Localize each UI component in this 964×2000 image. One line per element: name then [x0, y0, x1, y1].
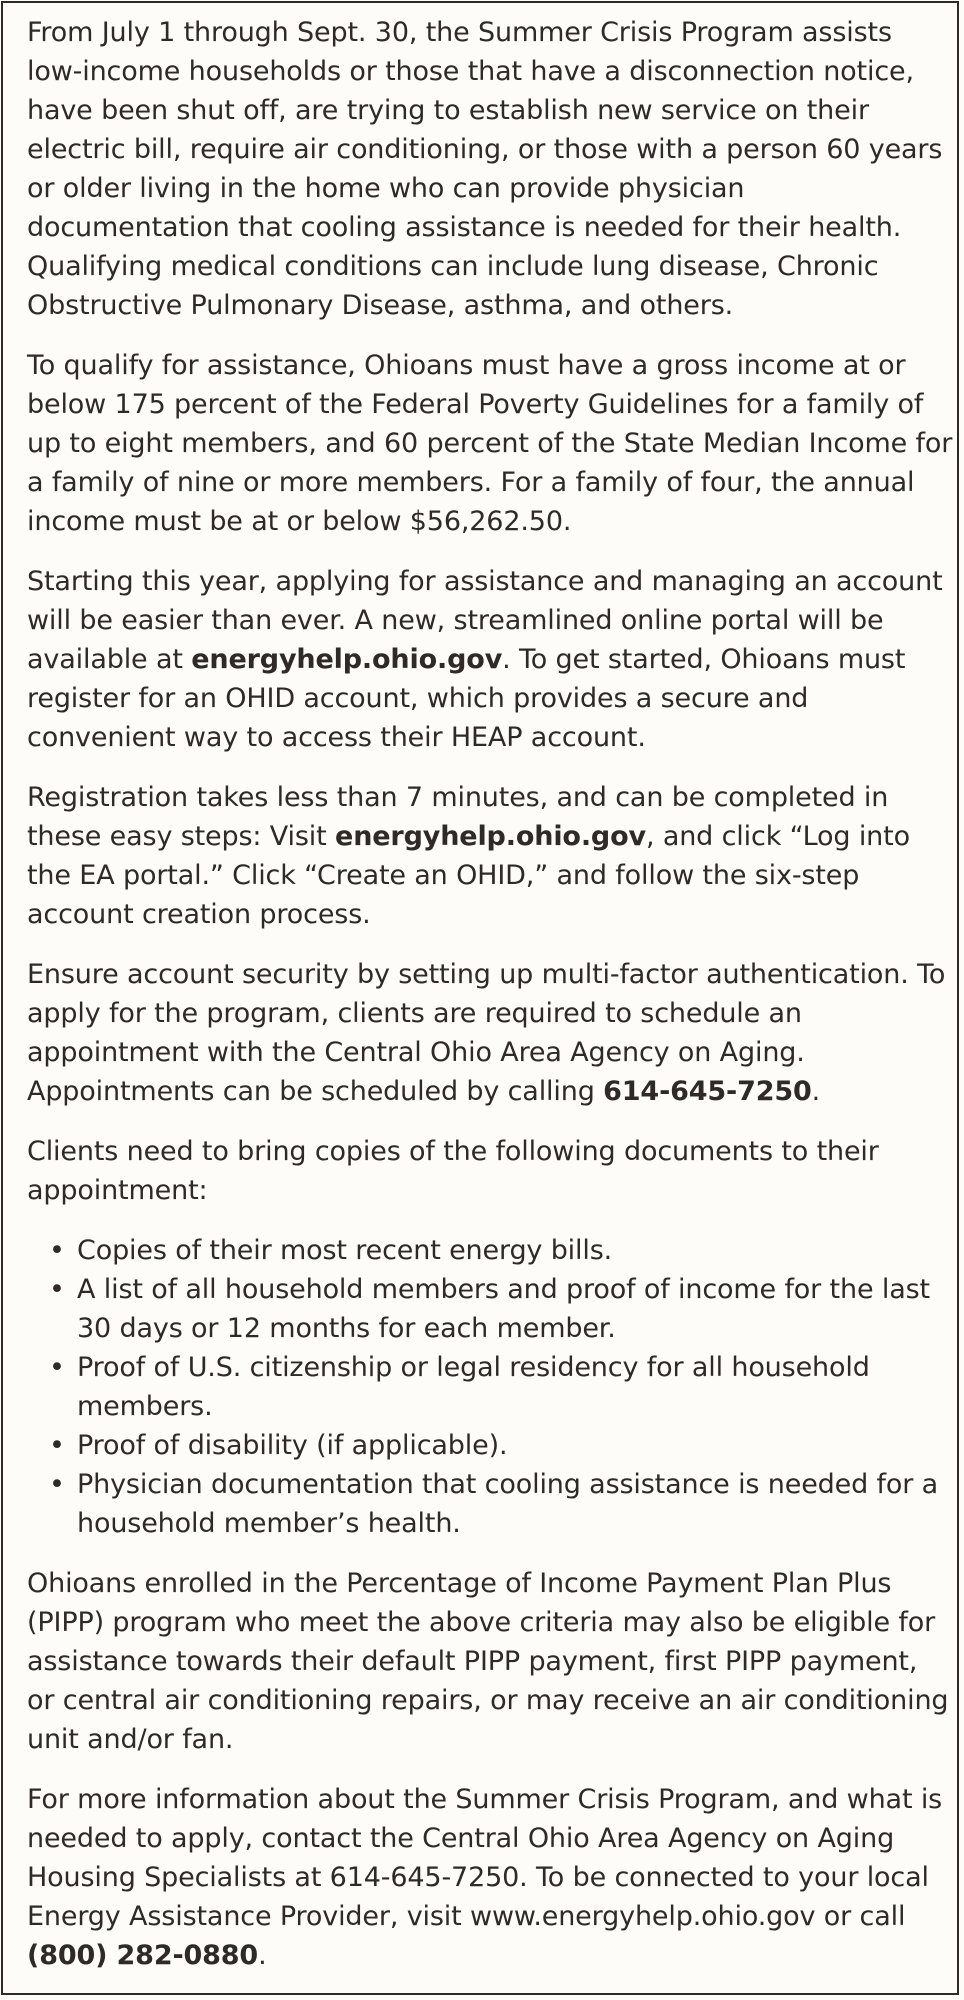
paragraph-online-portal: [27, 562, 953, 757]
paragraph-program-overview: From July 1 through Sept. 30, the Summer Crisis Program assists low-income households or those that have a disconnection notice, have been shut off, are trying to establish new service on their electric bill, require air conditioning, or those with a person 60 years or older living in the home who can provide physician documentation that cooling assistance is needed for their health. Qualifying medical conditions can include lung disease, Chronic Obstructive Pulmonary Disease, asthma, and others.: [27, 17, 943, 321]
bullet-icon: •: [49, 1469, 65, 1500]
bullet-icon: •: [49, 1430, 65, 1461]
appointment-phone-number[interactable]: 614-645-7250: [603, 1076, 812, 1107]
assistance-phone-number[interactable]: (800) 282-0880: [27, 1940, 259, 1971]
list-item-text: Copies of their most recent energy bills.: [77, 1235, 613, 1266]
paragraph-more-info: [27, 1780, 953, 1975]
registration-text-before: Registration takes less than 7 minutes, and can be completed in these easy steps: Visit: [27, 782, 889, 852]
bullet-icon: •: [49, 1352, 65, 1383]
paragraph-account-security: [27, 955, 953, 1111]
list-item: [27, 1465, 953, 1543]
bullet-icon: •: [49, 1235, 65, 1266]
paragraph-eligibility: To qualify for assistance, Ohioans must have a gross income at or below 175 percent of the Federal Poverty Guidelines for a family of up to eight members, and 60 percent of the State Median Income for a family of nine or more members. For a family of four, the annual income must be at or below $56,262.50.: [27, 350, 953, 537]
list-item-text: Proof of disability (if applicable).: [77, 1430, 508, 1461]
security-text-before: Ensure account security by setting up multi-factor authentication. To apply for the program, clients are required to schedule an appointment with the Central Ohio Area Agency on Aging. Appointments can be scheduled by calling: [27, 959, 946, 1107]
paragraph-documents-intro: Clients need to bring copies of the following documents to their appointment:: [27, 1136, 879, 1206]
article-body: [27, 13, 953, 1996]
more-info-text-after: .: [258, 1940, 267, 1971]
portal-website-link[interactable]: energyhelp.ohio.gov: [191, 644, 503, 675]
bullet-icon: •: [49, 1274, 65, 1305]
list-item: [27, 1426, 953, 1465]
paragraph-registration-steps: [27, 778, 953, 934]
list-item-text: Physician documentation that cooling assistance is needed for a household member’s health.: [77, 1469, 939, 1539]
more-info-text-before: For more information about the Summer Crisis Program, and what is needed to apply, contact the Central Ohio Area Agency on Aging Housing Specialists at 614-645-7250. To be connected to your local Energy Assistance Provider, visit www.energyhelp.ohio.gov or call: [27, 1784, 943, 1932]
documents-list: [27, 1231, 953, 1543]
registration-website-link[interactable]: energyhelp.ohio.gov: [335, 821, 646, 852]
portal-text-before: Starting this year, applying for assistance and managing an account will be easier than ever. A new, streamlined online portal will be available at: [27, 566, 943, 675]
portal-text-after: . To get started, Ohioans must register for an OHID account, which provides a secure and convenient way to access their HEAP account.: [27, 644, 906, 753]
list-item-text: A list of all household members and proof of income for the last 30 days or 12 months for each member.: [77, 1274, 930, 1344]
list-item: [27, 1270, 953, 1348]
registration-text-after: , and click “Log into the EA portal.” Click “Create an OHID,” and follow the six-step account creation process.: [27, 821, 910, 930]
list-item: [27, 1231, 953, 1270]
list-item-text: Proof of U.S. citizenship or legal residency for all household members.: [77, 1352, 870, 1422]
paragraph-pipp: Ohioans enrolled in the Percentage of Income Payment Plan Plus (PIPP) program who meet the above criteria may also be eligible for assistance towards their default PIPP payment, first PIPP payment, or central air conditioning repairs, or may receive an air conditioning unit and/or fan.: [27, 1568, 949, 1755]
article-frame: [1, 1, 959, 1995]
list-item: [27, 1348, 953, 1426]
security-text-after: .: [811, 1076, 821, 1107]
